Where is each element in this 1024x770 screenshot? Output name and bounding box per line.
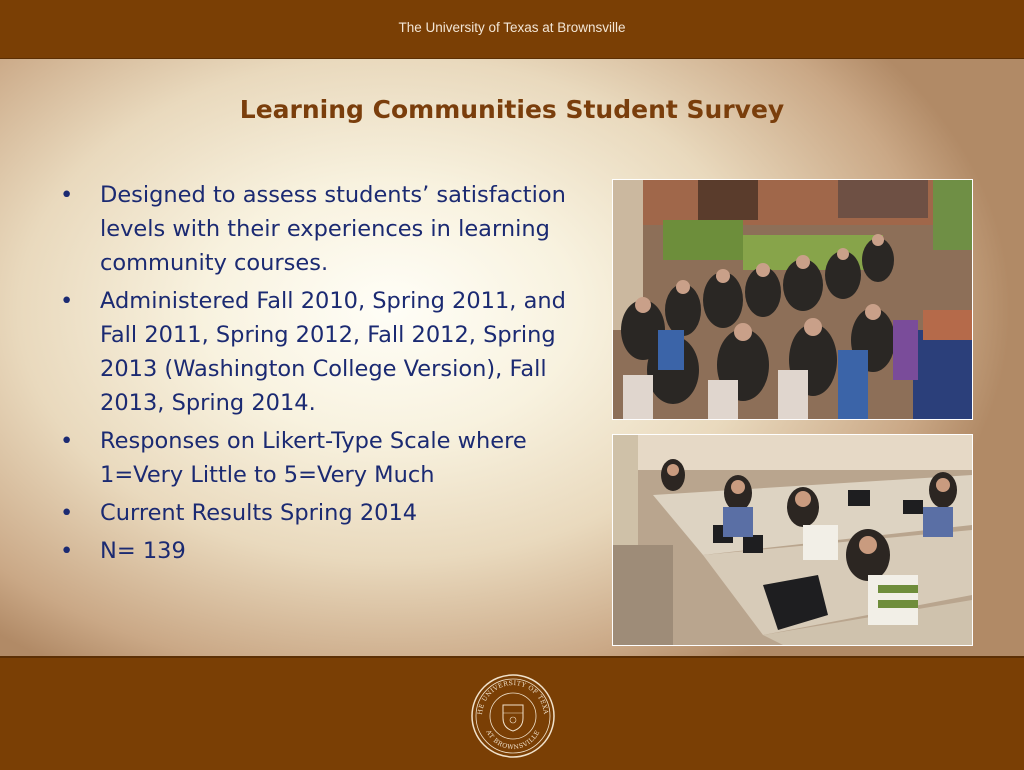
bullet-text: Designed to assess students’ satisfaction levels with their experiences in learning community courses.	[100, 182, 566, 276]
photo-students-classroom	[612, 434, 973, 646]
bullet-text: Administered Fall 2010, Spring 2011, and Fall 2011, Spring 2012, Fall 2012, Spring 2013 (Washington College Version), Fall 2013, Spring 2014.	[100, 288, 566, 416]
bullet-dot: •	[60, 428, 74, 454]
bullet-dot: •	[60, 182, 74, 208]
bullet-item	[60, 424, 580, 492]
bullet-text: N= 139	[100, 538, 186, 564]
university-seal-logo	[470, 673, 556, 759]
bullet-item	[60, 534, 580, 568]
bullet-list	[60, 178, 580, 574]
bullet-dot: •	[60, 288, 74, 314]
svg-text:AT BROWNSVILLE: AT BROWNSVILLE	[484, 729, 542, 752]
bullet-dot: •	[60, 538, 74, 564]
institution-name: The University of Texas at Brownsville	[398, 20, 626, 35]
bullet-item	[60, 496, 580, 530]
photo-students-outdoors	[612, 179, 973, 420]
bullet-text: Current Results Spring 2014	[100, 500, 418, 526]
header-bar	[0, 0, 1024, 59]
bullet-dot: •	[60, 500, 74, 526]
svg-text:THE UNIVERSITY OF TEXAS: HE UNIVERSITY OF TEXA	[476, 679, 550, 716]
bullet-item	[60, 178, 580, 280]
slide-title: Learning Communities Student Survey	[239, 95, 785, 124]
bullet-text: Responses on Likert-Type Scale where 1=Very Little to 5=Very Much	[100, 428, 527, 488]
bullet-item	[60, 284, 580, 420]
